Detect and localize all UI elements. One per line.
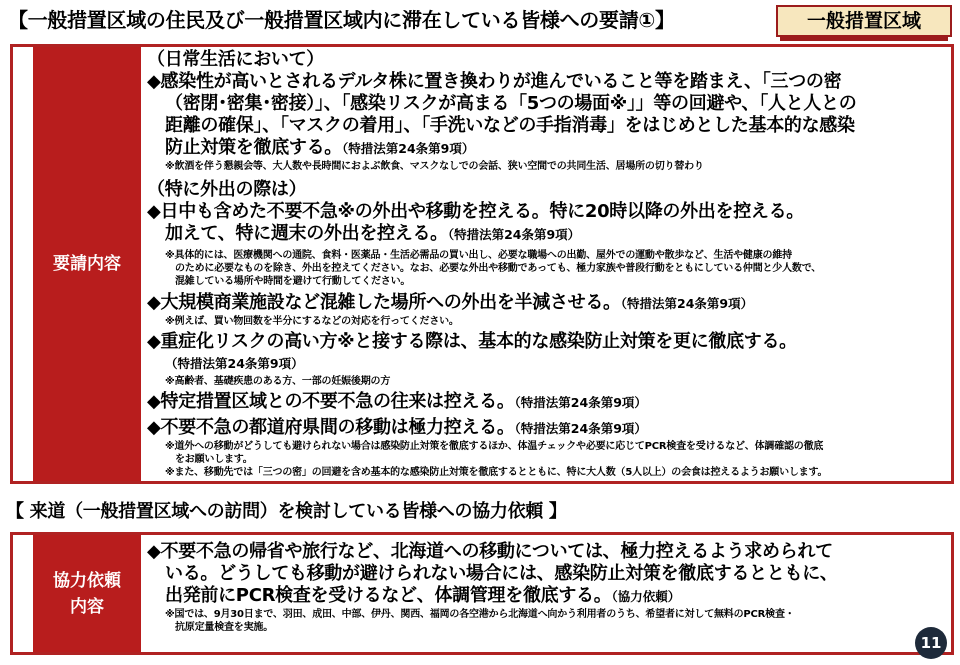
outing-item-5-ref: （特措法第24条第9項） bbox=[514, 421, 647, 436]
outing-heading: （特に外出の際は） bbox=[147, 179, 307, 200]
daily-line-1: ◆感染性が高いとされるデルタ株に置き換わりが進んでいること等を踏まえ、「三つの密 bbox=[147, 71, 842, 92]
visitors-line-2: いる。どうしても移動が避けられない場合には、感染防止対策を徹底するとともに、 bbox=[165, 563, 838, 584]
outing-item-1-ref: （特措法第24条第9項） bbox=[447, 227, 581, 242]
requests-label-text: 要請内容 bbox=[53, 254, 121, 274]
daily-note bbox=[147, 160, 939, 173]
outing-item-2-note-text: ※例えば、買い物回数を半分にするなどの対応を行ってください。 bbox=[165, 316, 459, 327]
requests-panel bbox=[10, 44, 954, 484]
visitors-request bbox=[147, 541, 939, 608]
visitors-line-3: 出発前にPCR検査を受けるなど、体調管理を徹底する。 bbox=[165, 585, 612, 606]
daily-line-3: 距離の確保」、「マスクの着用」、「手洗いなどの手指消毒」をはじめとした基本的な感染 bbox=[165, 115, 855, 136]
page-title: 【一般措置区域の住民及び一般措置区域内に滞在している皆様への要請①】 bbox=[8, 8, 675, 32]
area-badge: 一般措置区域 bbox=[776, 5, 952, 37]
visitors-note-2: 抗原定量検査を実施。 bbox=[175, 622, 273, 633]
outing-item-5-note-3: ※また、移動先では「三つの密」の回避を含め基本的な感染防止対策を徹底するとともに、特に大人数（5人以上）の会食は控えるようお願いします。 bbox=[165, 467, 828, 478]
visitors-label bbox=[33, 535, 141, 652]
daily-ref: （特措法第24条第9項） bbox=[342, 141, 475, 156]
outing-item-5 bbox=[147, 417, 939, 440]
outing-item-1-notes bbox=[147, 249, 939, 288]
outing-item-2-note bbox=[147, 315, 939, 328]
outing-item-1-line-1: ◆日中も含めた不要不急※の外出や移動を控える。特に20時以降の外出を控える。 bbox=[147, 201, 804, 222]
visitors-panel bbox=[10, 532, 954, 655]
visitor-section-title: 【 来道（一般措置区域への訪問）を検討している皆様への協力依頼 】 bbox=[6, 501, 567, 522]
outing-item-4-text: ◆特定措置区域との不要不急の往来は控える。 bbox=[147, 391, 515, 412]
outing-item-5-note-1: ※道外への移動がどうしても避けられない場合は感染防止対策を徹底するほか、体温チェックや必要に応じてPCR検査を受けるなど、体調確認の徹底 bbox=[165, 441, 824, 452]
outing-item-1-note-3: 混雑している場所や時間を避けて行動してください。 bbox=[175, 276, 411, 287]
requests-label bbox=[33, 47, 141, 481]
outing-item-4-ref: （特措法第24条第9項） bbox=[514, 395, 647, 410]
outing-item-3-ref: （特措法第24条第9項） bbox=[165, 356, 304, 371]
outing-item-3-note-text: ※高齢者、基礎疾患のある方、一部の妊娠後期の方 bbox=[165, 376, 391, 387]
outing-item-3 bbox=[147, 331, 939, 375]
daily-line-4: 防止対策を徹底する。 bbox=[165, 137, 342, 158]
outing-item-2-text: ◆大規模商業施設など混雑した場所への外出を半減させる。 bbox=[147, 292, 621, 313]
outing-item-1-note-2: のために必要なものを除き、外出を控えてください。なお、必要な外出や移動であっても、極力家族や普段行動をともにしている仲間と少人数で、 bbox=[175, 263, 822, 274]
outing-item-4 bbox=[147, 391, 939, 414]
visitors-ref: （協力依頼） bbox=[611, 589, 681, 604]
daily-line-2: （密閉･密集･密接）」、「感染リスクが高まる「5つの場面※」」等の回避や、「人と人との bbox=[165, 93, 857, 114]
visitors-label-line-1: 協力依頼 bbox=[53, 570, 121, 591]
outing-item-5-note-2: をお願いします。 bbox=[175, 454, 253, 465]
visitors-content bbox=[147, 541, 939, 634]
outing-item-1-line-2: 加えて、特に週末の外出を控える。 bbox=[165, 223, 448, 244]
outing-item-3-text: ◆重症化リスクの高い方※と接する際は、基本的な感染防止対策を更に徹底する。 bbox=[147, 331, 797, 352]
daily-note-text: ※飲酒を伴う懇親会等、大人数や長時間におよぶ飲食、マスクなしでの会話、狭い空間での共同生活、居場所の切り替わり bbox=[165, 161, 704, 172]
requests-content bbox=[147, 49, 939, 479]
outing-item-2 bbox=[147, 292, 939, 315]
visitors-label-line-2: 内容 bbox=[70, 596, 104, 617]
outing-item-2-ref: （特措法第24条第9項） bbox=[620, 296, 754, 311]
outing-item-1-note-1: ※具体的には、医療機関への通院、食料・医薬品・生活必需品の買い出し、必要な職場への出勤、屋外での運動や散歩など、生活や健康の維持 bbox=[165, 250, 792, 261]
outing-item-5-text: ◆不要不急の都道府県間の移動は極力控える。 bbox=[147, 417, 515, 438]
daily-heading: （日常生活において） bbox=[147, 49, 324, 70]
outing-item-5-notes bbox=[147, 440, 939, 479]
visitors-notes bbox=[147, 608, 939, 634]
outing-item-3-note bbox=[147, 375, 939, 388]
daily-request bbox=[147, 71, 939, 160]
visitors-note-1: ※国では、9月30日まで、羽田、成田、中部、伊丹、関西、福岡の各空港から北海道へ向かう利用者のうち、希望者に対して無料のPCR検査・ bbox=[165, 609, 795, 620]
visitors-line-1: ◆不要不急の帰省や旅行など、北海道への移動については、極力控えるよう求められて bbox=[147, 541, 833, 562]
outing-item-1 bbox=[147, 201, 939, 246]
page-number: 11 bbox=[915, 627, 947, 659]
